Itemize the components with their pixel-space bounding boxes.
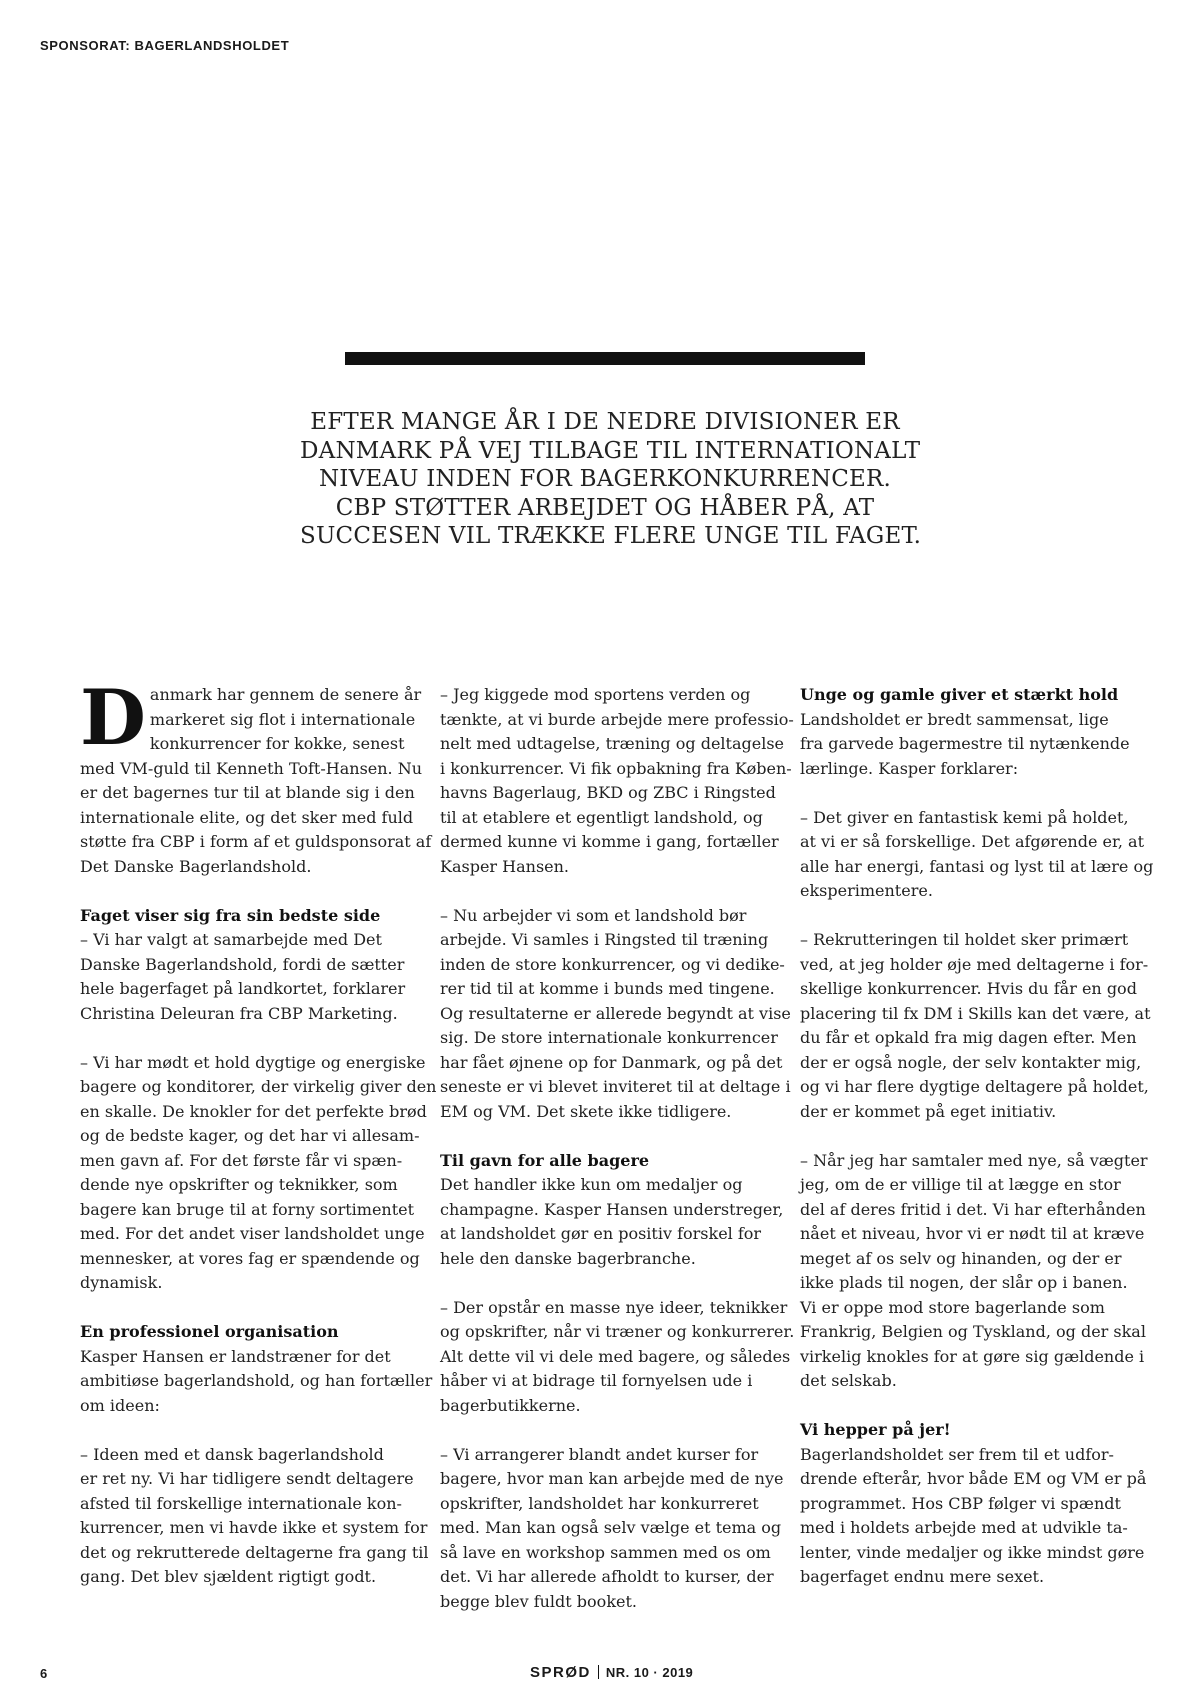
paragraph-gap bbox=[440, 1271, 775, 1296]
text-line: at landsholdet gør en positiv forskel for bbox=[440, 1224, 762, 1243]
text-line: det. Vi har allerede afholdt to kurser, der bbox=[440, 1567, 774, 1586]
paragraph-gap bbox=[80, 879, 415, 904]
text-line: dynamisk. bbox=[80, 1273, 163, 1292]
text-line: støtte fra CBP i form af et guldsponsorat af bbox=[80, 832, 432, 851]
text-line: opskrifter, landsholdet har konkurreret bbox=[440, 1493, 759, 1513]
paragraph-gap bbox=[80, 1296, 415, 1321]
paragraph-gap bbox=[80, 1026, 415, 1051]
intro-line: DANMARK PÅ VEJ TILBAGE TIL INTERNATIONALT bbox=[300, 437, 921, 464]
text-line: lærlinge. Kasper forklarer: bbox=[800, 758, 1019, 778]
text-line: Alt dette vil vi dele med bagere, og således bbox=[440, 1346, 791, 1366]
text-line: dermed kunne vi komme i gang, fortæller bbox=[440, 832, 779, 851]
section-heading: Til gavn for alle bagere bbox=[440, 1150, 650, 1170]
text-line: Danske Bagerlandshold, fordi de sætter bbox=[80, 954, 405, 974]
text-line: nelt med udtagelse, træning og deltagelse bbox=[440, 734, 785, 753]
text-line: og opskrifter, når vi træner og konkurrerer. bbox=[440, 1322, 795, 1341]
text-line: del af deres fritid i det. Vi har efterhånden bbox=[800, 1199, 1146, 1219]
text-line: bagere og konditorer, der virkelig giver den bbox=[80, 1077, 437, 1096]
text-line: rer tid til at komme i bunds med tingene. bbox=[440, 979, 775, 998]
text-line: dende nye opskrifter og teknikker, som bbox=[80, 1175, 398, 1194]
text-line: lenter, vinde medaljer og ikke mindst gøre bbox=[800, 1542, 1145, 1562]
text-line: markeret sig flot i internationale bbox=[149, 709, 416, 729]
text-line: – Nu arbejder vi som et landshold bør bbox=[440, 905, 747, 925]
text-line: – Når jeg har samtaler med nye, så vægter bbox=[800, 1150, 1148, 1170]
intro-line: SUCCESEN VIL TRÆKKE FLERE UNGE TIL FAGET. bbox=[300, 523, 922, 549]
decorative-rule bbox=[345, 352, 865, 365]
text-line: nået et niveau, hvor vi er nødt til at kræve bbox=[800, 1224, 1145, 1243]
text-line: meget af os selv og hinanden, og der er bbox=[800, 1248, 1122, 1268]
text-line: drende efterår, hvor både EM og VM er på bbox=[800, 1469, 1147, 1488]
text-line: Frankrig, Belgien og Tyskland, og der skal bbox=[800, 1322, 1146, 1341]
text-line: ved, at jeg holder øje med deltagerne i for- bbox=[800, 954, 1149, 974]
text-line: – Vi har valgt at samarbejde med Det bbox=[80, 930, 382, 949]
text-line: inden de store konkurrencer, og vi dedike- bbox=[440, 954, 785, 974]
magazine-name: SPRØD bbox=[530, 1664, 591, 1681]
text-line: – Vi arrangerer blandt andet kurser for bbox=[440, 1444, 759, 1464]
paragraph-gap bbox=[800, 904, 1135, 929]
text-line: hele bagerfaget på landkortet, forklarer bbox=[80, 979, 406, 998]
text-line: gang. Det blev sjældent rigtigt godt. bbox=[80, 1567, 377, 1586]
paragraph-gap bbox=[800, 1394, 1135, 1419]
text-line: er ret ny. Vi har tidligere sendt deltagere bbox=[80, 1469, 414, 1488]
text-line: Landsholdet er bredt sammensat, lige bbox=[800, 709, 1109, 729]
paragraph-gap bbox=[440, 1418, 775, 1443]
text-line: håber vi at bidrage til fornyelsen ude i bbox=[440, 1371, 753, 1390]
text-line: ikke plads til nogen, der slår op i banen. bbox=[800, 1273, 1128, 1292]
text-line: fra garvede bagermestre til nytænkende bbox=[800, 734, 1130, 753]
text-line: Vi er oppe mod store bagerlande som bbox=[800, 1297, 1105, 1317]
text-line: det og rekrutterede deltagerne fra gang til bbox=[80, 1542, 429, 1562]
text-line: med. For det andet viser landsholdet unge bbox=[80, 1224, 425, 1243]
text-line: arbejde. Vi samles i Ringsted til træning bbox=[440, 930, 769, 949]
text-line: sig. De store internationale konkurrencer bbox=[440, 1028, 778, 1047]
text-line: – Der opstår en masse nye ideer, teknikker bbox=[440, 1297, 788, 1317]
section-heading: Vi hepper på jer! bbox=[800, 1420, 951, 1439]
text-line: og vi har flere dygtige deltagere på holdet, bbox=[800, 1077, 1149, 1096]
text-line: en skalle. De knokler for det perfekte brød bbox=[80, 1101, 427, 1121]
text-line: i konkurrencer. Vi fik opbakning fra Køben- bbox=[440, 758, 792, 778]
text-line: du får et opkald fra mig dagen efter. Men bbox=[800, 1028, 1137, 1047]
text-line: der er også nogle, der selv kontakter mig, bbox=[800, 1052, 1142, 1072]
text-line: seneste er vi blevet inviteret til at deltage i bbox=[440, 1077, 791, 1096]
text-line: Kasper Hansen er landstræner for det bbox=[80, 1346, 391, 1366]
text-line: – Ideen med et dansk bagerlandshold bbox=[80, 1444, 384, 1464]
paragraph-gap bbox=[800, 1124, 1135, 1149]
text-line: konkurrencer for kokke, senest bbox=[149, 734, 405, 753]
text-line: anmark har gennem de senere år bbox=[149, 685, 422, 704]
text-line: men gavn af. For det første får vi spæn- bbox=[80, 1150, 403, 1170]
text-line: Og resultaterne er allerede begyndt at vise bbox=[440, 1003, 791, 1023]
text-line: Det handler ikke kun om medaljer og bbox=[440, 1175, 743, 1194]
text-line: med i holdets arbejde med at udvikle ta- bbox=[800, 1518, 1128, 1537]
text-line: placering til fx DM i Skills kan det være, at bbox=[800, 1003, 1151, 1023]
paragraph-gap bbox=[800, 781, 1135, 806]
section-heading: Unge og gamle giver et stærkt hold bbox=[800, 685, 1119, 704]
intro-line: NIVEAU INDEN FOR BAGERKONKURRENCER. bbox=[318, 466, 892, 492]
text-line: er det bagernes tur til at blande sig i den bbox=[80, 783, 415, 802]
text-line: afsted til forskellige internationale kon- bbox=[80, 1493, 402, 1513]
text-line: ambitiøse bagerlandshold, og han fortæller bbox=[80, 1371, 433, 1390]
text-line: at vi er så forskellige. Det afgørende er, at bbox=[800, 832, 1145, 851]
section-label: SPONSORAT: BAGERLANDSHOLDET bbox=[40, 38, 290, 53]
text-line: om ideen: bbox=[80, 1395, 160, 1415]
text-line: Christina Deleuran fra CBP Marketing. bbox=[80, 1003, 398, 1023]
intro-text bbox=[300, 408, 922, 551]
paragraph-gap bbox=[440, 1124, 775, 1149]
page-number: 6 bbox=[40, 1666, 48, 1681]
text-line: – Vi har mødt et hold dygtige og energiske bbox=[80, 1052, 426, 1072]
text-line: champagne. Kasper Hansen understreger, bbox=[440, 1199, 784, 1219]
dropcap: D bbox=[80, 673, 146, 762]
footer-divider bbox=[598, 1665, 599, 1679]
footer-brand bbox=[530, 1664, 693, 1681]
text-line: eksperimentere. bbox=[800, 881, 933, 900]
article-column-2 bbox=[440, 683, 795, 1614]
dropcap-paragraph bbox=[80, 673, 422, 762]
text-line: kurrencer, men vi havde ikke et system for bbox=[80, 1518, 428, 1537]
paragraph-gap bbox=[80, 1418, 415, 1443]
text-line: med. Man kan også selv vælge et tema og bbox=[440, 1518, 782, 1537]
text-line: bagerfaget endnu mere sexet. bbox=[800, 1567, 1045, 1586]
text-line: med VM-guld til Kenneth Toft-Hansen. Nu bbox=[80, 758, 423, 778]
text-line: der er kommet på eget initiativ. bbox=[800, 1101, 1057, 1121]
text-line: programmet. Hos CBP følger vi spændt bbox=[800, 1493, 1121, 1513]
text-line: Bagerlandsholdet ser frem til et udfor- bbox=[800, 1444, 1114, 1464]
intro-line: CBP STØTTER ARBEJDET OG HÅBER PÅ, AT bbox=[335, 494, 875, 521]
text-line: bagere kan bruge til at forny sortimentet bbox=[80, 1199, 415, 1219]
text-line: alle har energi, fantasi og lyst til at lære og bbox=[800, 856, 1154, 876]
section-heading: Faget viser sig fra sin bedste side bbox=[80, 905, 381, 925]
paragraph-gap bbox=[440, 879, 775, 904]
text-line: tænkte, at vi burde arbejde mere professio- bbox=[440, 709, 794, 729]
text-line: Det Danske Bagerlandshold. bbox=[80, 856, 312, 876]
text-line: bagerbutikkerne. bbox=[440, 1395, 581, 1415]
text-line: internationale elite, og det sker med fuld bbox=[80, 807, 414, 827]
text-line: Kasper Hansen. bbox=[440, 856, 570, 876]
text-line: så lave en workshop sammen med os om bbox=[440, 1542, 771, 1562]
text-line: EM og VM. Det skete ikke tidligere. bbox=[440, 1101, 732, 1121]
text-line: har fået øjnene op for Danmark, og på det bbox=[440, 1052, 783, 1072]
intro-line: EFTER MANGE ÅR I DE NEDRE DIVISIONER ER bbox=[310, 409, 900, 435]
text-line: – Jeg kiggede mod sportens verden og bbox=[440, 685, 751, 704]
article-column-3 bbox=[800, 683, 1154, 1590]
text-line: skellige konkurrencer. Hvis du får en god bbox=[800, 979, 1137, 998]
text-line: det selskab. bbox=[800, 1371, 897, 1390]
text-line: havns Bagerlaug, BKD og ZBC i Ringsted bbox=[440, 783, 776, 802]
issue-number: NR. 10 · 2019 bbox=[605, 1665, 694, 1680]
section-heading: En professionel organisation bbox=[80, 1322, 339, 1341]
text-line: hele den danske bagerbranche. bbox=[440, 1248, 696, 1268]
text-line: bagere, hvor man kan arbejde med de nye bbox=[440, 1469, 784, 1488]
text-line: – Rekrutteringen til holdet sker primært bbox=[800, 930, 1129, 949]
text-line: mennesker, at vores fag er spændende og bbox=[80, 1248, 420, 1268]
article-column-1 bbox=[80, 673, 437, 1590]
text-line: – Det giver en fantastisk kemi på holdet, bbox=[800, 807, 1129, 827]
text-line: begge blev fuldt booket. bbox=[440, 1591, 637, 1611]
text-line: til at etablere et egentligt landshold, og bbox=[440, 807, 763, 827]
text-line: og de bedste kager, og det har vi allesam- bbox=[80, 1126, 420, 1145]
text-line: jeg, om de er villige til at lægge en stor bbox=[800, 1175, 1121, 1194]
text-line: virkelig knokles for at gøre sig gældende i bbox=[800, 1346, 1145, 1366]
